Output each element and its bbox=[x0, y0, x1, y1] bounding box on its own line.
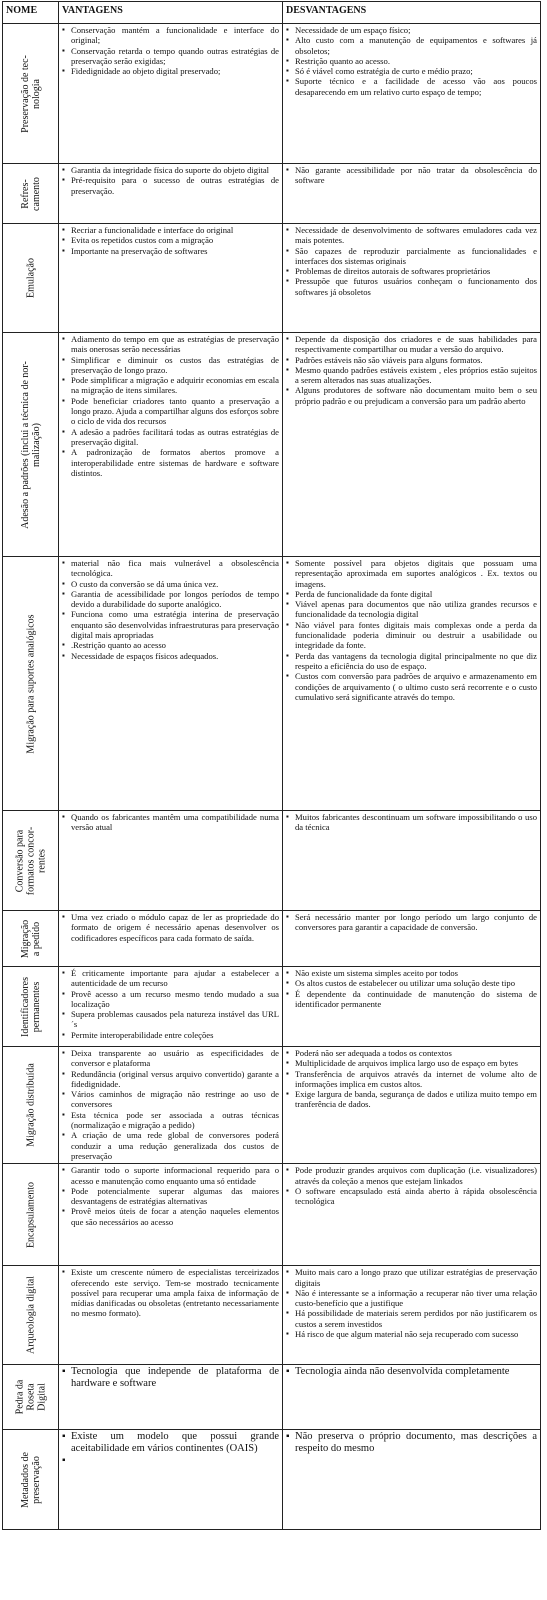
header-name: NOME bbox=[3, 2, 59, 24]
advantage-item: ▪ O custo da conversão se dá uma única vez. bbox=[62, 579, 279, 589]
strategy-name-cell bbox=[3, 967, 59, 1047]
advantage-item: ▪ Pode potencialmente superar algumas das maiores desvantagens de estratégias alternativas bbox=[62, 1186, 279, 1207]
advantage-item: ▪ Permite interoperabilidade entre coleções bbox=[62, 1030, 279, 1040]
disadvantage-item: ▪ Necessidade de um espaço físico; bbox=[286, 25, 537, 35]
table-row bbox=[3, 224, 541, 333]
advantage-item: ▪ Necessidade de espaços físicos adequados. bbox=[62, 651, 279, 661]
strategy-name-line: Roseta bbox=[25, 1383, 36, 1411]
disadvantage-item: ▪ Depende da disposição dos criadores e de suas habilidades para respectivamente compartilhar ou mudar a versão do arquivo. bbox=[286, 334, 537, 355]
strategy-name-line: Pedra da bbox=[14, 1379, 25, 1415]
disadvantages-cell bbox=[283, 557, 541, 811]
strategy-name-cell bbox=[3, 1164, 59, 1266]
strategy-name bbox=[14, 1380, 47, 1415]
table-row bbox=[3, 811, 541, 911]
strategy-name-line: Migração distribuída bbox=[25, 1063, 36, 1147]
disadvantage-item: ▪ Pressupõe que futuros usuários conheçam o funcionamento dos softwares já obsoletos bbox=[286, 276, 537, 297]
advantages-cell bbox=[59, 1430, 283, 1530]
strategy-name bbox=[25, 1063, 36, 1147]
disadvantages-cell bbox=[283, 164, 541, 224]
strategy-name-line: nologia bbox=[30, 78, 42, 109]
strategy-name-cell bbox=[3, 1430, 59, 1530]
advantage-item: ▪ Quando os fabricantes mantêm uma compatibilidade numa versão atual bbox=[62, 812, 279, 833]
advantage-item: ▪ Esta técnica pode ser associada a outras técnicas (normalização e migração a pedido) bbox=[62, 1110, 279, 1131]
advantage-item: ▪ Adiamento do tempo em que as estratégias de preservação mais onerosas serão necessárias bbox=[62, 334, 279, 355]
strategy-name-cell bbox=[3, 911, 59, 967]
disadvantage-item: ▪ Exige largura de banda, segurança de dados e utiliza muito tempo em tranferência de dados. bbox=[286, 1089, 537, 1110]
advantages-cell bbox=[59, 333, 283, 557]
advantage-item: ▪ Supera problemas causados pela natureza instável das URL´s bbox=[62, 1009, 279, 1030]
advantage-item: ▪ Recriar a funcionalidade e interface do original bbox=[62, 225, 279, 235]
advantage-item: ▪ A adesão a padrões facilitará todas as outras estratégias de preservação digital. bbox=[62, 427, 279, 448]
advantage-item: ▪ Provê acesso a um recurso mesmo tendo mudado a sua localização bbox=[62, 989, 279, 1010]
table-row bbox=[3, 1047, 541, 1164]
strategy-name-line: Preservação de tec- bbox=[19, 54, 31, 133]
table-row bbox=[3, 333, 541, 557]
strategy-name-cell bbox=[3, 24, 59, 164]
disadvantages-cell bbox=[283, 1365, 541, 1430]
strategy-name-line: Digital bbox=[36, 1383, 47, 1412]
strategy-name-cell bbox=[3, 333, 59, 557]
header-advantages: VANTAGENS bbox=[59, 2, 283, 24]
disadvantage-item: ▪ Padrões estáveis não são viáveis para alguns formatos. bbox=[286, 355, 537, 365]
advantage-item: ▪ Pode simplificar a migração e adquirir economias em escala na migração de itens similares. bbox=[62, 375, 279, 396]
strategy-name-cell bbox=[3, 1365, 59, 1430]
advantage-item: ▪ Vários caminhos de migração não restringe ao uso de conversores bbox=[62, 1089, 279, 1110]
disadvantages-cell bbox=[283, 1047, 541, 1164]
advantage-item: ▪ Deixa transparente ao usuário as especificidades de conversor e plataforma bbox=[62, 1048, 279, 1069]
table-row bbox=[3, 557, 541, 811]
disadvantage-item: ▪ Há possibilidade de materiais serem perdidos por não justificarem os custos a serem investidos bbox=[286, 1308, 537, 1329]
advantage-item: ▪ Garantia da integridade física do suporte do objeto digital bbox=[62, 165, 279, 175]
advantages-cell bbox=[59, 164, 283, 224]
advantages-cell bbox=[59, 1365, 283, 1430]
header-row bbox=[3, 2, 541, 24]
strategy-name-line: Adesão a padrões (inclui a técnica de nor- bbox=[19, 360, 31, 529]
disadvantage-item: ▪ Os altos custos de estabelecer ou utilizar uma solução deste tipo bbox=[286, 978, 537, 988]
advantage-item: ▪ Provê meios úteis de focar a atenção naqueles elementos que são necessários ao acesso bbox=[62, 1206, 279, 1227]
advantage-item: ▪ Evita os repetidos custos com a migração bbox=[62, 235, 279, 245]
strategy-name-line: preservação bbox=[30, 1455, 42, 1504]
disadvantage-item: ▪ Não garante acessibilidade por não tratar da obsolescência do software bbox=[286, 165, 537, 186]
advantages-cell bbox=[59, 557, 283, 811]
strategy-name-line: Conversão para bbox=[14, 829, 25, 892]
advantage-item: ▪ Existe um crescente número de especialistas terceirizados oferecendo este serviço. Tem-se mostrado tecnicamente possível para recuperar uma ampla faixa de informação de mídias danificadas ou obsoletas (entretanto necessariamente no mesmo formato). bbox=[62, 1267, 279, 1318]
advantage-item: ▪ Conservação mantém a funcionalidade e interface do original; bbox=[62, 25, 279, 46]
strategy-name-cell bbox=[3, 811, 59, 911]
disadvantage-item: ▪ Só é viável como estratégia de curto e médio prazo; bbox=[286, 66, 537, 76]
advantage-item: ▪ Importante na preservação de softwares bbox=[62, 246, 279, 256]
strategy-name-line: Migração para suportes analógicos bbox=[25, 613, 36, 754]
disadvantage-item: ▪ Viável apenas para documentos que não utiliza grandes recursos e funcionalidade da tecnologia digital bbox=[286, 599, 537, 620]
table-row bbox=[3, 24, 541, 164]
strategy-name-line: permanentes bbox=[30, 981, 42, 1032]
disadvantages-cell bbox=[283, 1164, 541, 1266]
strategy-name-cell bbox=[3, 557, 59, 811]
disadvantages-cell bbox=[283, 811, 541, 911]
advantages-cell bbox=[59, 911, 283, 967]
advantage-item: ▪ A padronização de formatos abertos promove a interoperabilidade entre sistemas de hardware e software distintos. bbox=[62, 447, 279, 478]
advantages-cell bbox=[59, 811, 283, 911]
advantages-cell bbox=[59, 1266, 283, 1365]
strategy-name-line: formatos concor- bbox=[25, 826, 36, 895]
disadvantage-item: ▪ Alguns produtores de software não documentam muito bem o seu próprio padrão e ou prejudicam a conversão para um padrão aberto bbox=[286, 385, 537, 406]
table-row bbox=[3, 911, 541, 967]
table-row bbox=[3, 164, 541, 224]
disadvantage-item: ▪ Poderá não ser adequada a todos os contextos bbox=[286, 1048, 537, 1058]
advantages-cell bbox=[59, 24, 283, 164]
advantages-cell bbox=[59, 967, 283, 1047]
disadvantage-item: ▪ Será necessário manter por longo período um largo conjunto de conversores para garantir a capacidade de conversão. bbox=[286, 912, 537, 933]
strategy-name bbox=[25, 1276, 36, 1354]
disadvantage-item: ▪ Custos com conversão para padrões de arquivo e armazenamento em condições de arquivamento ( o ultimo custo será recorrente e o custo cumulativo será significante através do tempo. bbox=[286, 671, 537, 702]
advantages-cell bbox=[59, 1047, 283, 1164]
strategy-name bbox=[20, 177, 42, 211]
advantages-cell bbox=[59, 1164, 283, 1266]
strategy-name-line: Identificadores bbox=[19, 976, 31, 1037]
disadvantage-item: ▪ Perda de funcionalidade da fonte digital bbox=[286, 589, 537, 599]
advantages-cell bbox=[59, 224, 283, 333]
advantage-item: ▪ Redundância (original versus arquivo convertido) garante a fidedignidade. bbox=[62, 1069, 279, 1090]
disadvantage-item: ▪ Muito mais caro a longo prazo que utilizar estratégias de preservação digitais bbox=[286, 1267, 537, 1288]
strategy-name-cell bbox=[3, 164, 59, 224]
strategy-name-cell bbox=[3, 224, 59, 333]
disadvantage-item: ▪ Não preserva o próprio documento, mas descrições a respeito do mesmo bbox=[286, 1431, 537, 1455]
table-row bbox=[3, 1266, 541, 1365]
header-disadvantages: DESVANTAGENS bbox=[283, 2, 541, 24]
strategy-name-line: malização) bbox=[30, 422, 42, 467]
strategy-name-cell bbox=[3, 1047, 59, 1164]
strategy-name-line: camento bbox=[30, 176, 42, 211]
disadvantage-item: ▪ Mesmo quando padrões estáveis existem , eles próprios estão sujeitos a serem alterados nas suas atualizações. bbox=[286, 365, 537, 386]
disadvantage-item: ▪ Somente possível para objetos digitais que possuam uma representação aproximada em suportes analógicos . Ex. textos ou imagens. bbox=[286, 558, 537, 589]
table-row bbox=[3, 1365, 541, 1430]
disadvantage-item: ▪ Pode produzir grandes arquivos com duplicação (i.e. visualizadores) através da coleção a menos que estejam linkados bbox=[286, 1165, 537, 1186]
disadvantage-item: ▪ São capazes de reproduzir parcialmente as funcionalidades e interfaces dos sistemas originais bbox=[286, 246, 537, 267]
table-body bbox=[3, 24, 541, 1530]
disadvantage-item: ▪ Não é interessante se a informação a recuperar não tiver uma relação custo-benefício que a justifique bbox=[286, 1288, 537, 1309]
strategy-name-line: Migração bbox=[19, 919, 31, 958]
strategy-name bbox=[20, 919, 42, 957]
strategy-name-line: Refres- bbox=[19, 178, 31, 209]
strategy-name-line: rentes bbox=[36, 848, 47, 873]
disadvantages-cell bbox=[283, 1430, 541, 1530]
strategy-name bbox=[25, 258, 36, 298]
disadvantage-item: ▪ Suporte técnico e a facilidade de acesso vão aos poucos desaparecendo em um relativo curto espaço de tempo; bbox=[286, 76, 537, 97]
strategy-name bbox=[20, 977, 42, 1037]
disadvantage-item: ▪ Transferência de arquivos através da internet de volume alto de informações implica em custos altos. bbox=[286, 1069, 537, 1090]
advantage-item: ▪ Fidedignidade ao objeto digital preservado; bbox=[62, 66, 279, 76]
strategy-name bbox=[25, 614, 36, 753]
strategy-name-line: Metadados de bbox=[19, 1451, 31, 1508]
disadvantages-cell bbox=[283, 911, 541, 967]
disadvantage-item: ▪ Não existe um sistema simples aceito por todos bbox=[286, 968, 537, 978]
disadvantage-item: ▪ Problemas de direitos autorais de softwares proprietários bbox=[286, 266, 537, 276]
table-row bbox=[3, 967, 541, 1047]
disadvantages-cell bbox=[283, 224, 541, 333]
disadvantages-cell bbox=[283, 967, 541, 1047]
disadvantage-item: ▪ Há risco de que algum material não seja recuperado com sucesso bbox=[286, 1329, 537, 1339]
disadvantage-item: ▪ Tecnologia ainda não desenvolvida completamente bbox=[286, 1366, 537, 1378]
table-row bbox=[3, 1164, 541, 1266]
advantage-item: ▪ É criticamente importante para ajudar a estabelecer a autenticidade de um recurso bbox=[62, 968, 279, 989]
disadvantage-item: ▪ Restrição quanto ao acesso. bbox=[286, 56, 537, 66]
strategy-name bbox=[20, 1452, 42, 1508]
table-row bbox=[3, 1430, 541, 1530]
advantage-item: ▪ Uma vez criado o módulo capaz de ler as propriedade do formato de origem é necessário apenas desenvolver os codificadores específicos para cada formato de saída. bbox=[62, 912, 279, 943]
disadvantage-item: ▪ Não viável para fontes digitais mais complexas onde a perda da funcionalidade poderia diminuir ou destruir a usabilidade ou integridade da fonte. bbox=[286, 620, 537, 651]
strategy-name-line: Encapsulamento bbox=[25, 1181, 36, 1248]
disadvantage-item: ▪ Perda das vantagens da tecnologia digital principalmente no que diz respeito a eficiência do uso de espaço. bbox=[286, 651, 537, 672]
advantage-item: ▪ A criação de uma rede global de conversores poderá conduzir a uma redução generalizada dos custos de preservação bbox=[62, 1130, 279, 1161]
disadvantages-cell bbox=[283, 333, 541, 557]
strategy-name-line: Emulação bbox=[25, 258, 36, 298]
disadvantages-cell bbox=[283, 24, 541, 164]
advantage-item: ▪ Funciona como uma estratégia interina de preservação enquanto são desenvolvidas infraestruturas para preservação digital mais apropriadas bbox=[62, 609, 279, 640]
advantage-item: ▪ Pode beneficiar criadores tanto quanto a preservação a longo prazo. Ajuda a compartilhar alguns dos esforços sobre o ciclo de vida dos recursos bbox=[62, 396, 279, 427]
advantage-item: ▪ Conservação retarda o tempo quando outras estratégias de preservação serão exigidas; bbox=[62, 46, 279, 67]
advantage-item: ▪ .Restrição quanto ao acesso bbox=[62, 640, 279, 650]
advantage-item: ▪ Existe um modelo que possui grande aceitabilidade em vários continentes (OAIS) bbox=[62, 1431, 279, 1455]
disadvantage-item: ▪ Alto custo com a manutenção de equipamentos e softwares já obsoletos; bbox=[286, 35, 537, 56]
strategy-name-cell bbox=[3, 1266, 59, 1365]
advantage-item: ▪ Garantia de acessibilidade por longos períodos de tempo devido a durabilidade do suporte analógico. bbox=[62, 589, 279, 610]
strategy-name bbox=[20, 361, 42, 529]
strategy-name bbox=[20, 55, 42, 133]
advantage-item: ▪ Garantir todo o suporte informacional requerido para o acesso e manutenção como enquanto uma só entidade bbox=[62, 1165, 279, 1186]
advantage-item: ▪ Pré-requisito para o sucesso de outras estratégias de preservação. bbox=[62, 175, 279, 196]
disadvantage-item: ▪ Multiplicidade de arquivos implica largo uso de espaço em bytes bbox=[286, 1058, 537, 1068]
strategy-name-line: a pedido bbox=[30, 921, 42, 956]
disadvantages-cell bbox=[283, 1266, 541, 1365]
disadvantage-item: ▪ Muitos fabricantes descontinuam um software impossibilitando o uso da técnica bbox=[286, 812, 537, 833]
advantage-item: ▪ Simplificar e diminuir os custos das estratégias de preservação de longo prazo. bbox=[62, 355, 279, 376]
advantage-item: ▪ Tecnologia que independe de plataforma de hardware e software bbox=[62, 1366, 279, 1390]
strategy-name bbox=[14, 826, 47, 894]
disadvantage-item: ▪ O software encapsulado está ainda aberto à rápida obsolescência tecnológica bbox=[286, 1186, 537, 1207]
strategy-name-line: Arqueologia digital bbox=[25, 1276, 36, 1355]
advantage-item: ▪ material não fica mais vulnerável a obsolescência tecnológica. bbox=[62, 558, 279, 579]
disadvantage-item: ▪ É dependente da continuidade de manutenção do sistema de identificador permanente bbox=[286, 989, 537, 1010]
strategy-name bbox=[25, 1182, 36, 1248]
disadvantage-item: ▪ Necessidade de desenvolvimento de softwares emuladores cada vez mais potentes. bbox=[286, 225, 537, 246]
strategies-table bbox=[2, 1, 541, 1530]
